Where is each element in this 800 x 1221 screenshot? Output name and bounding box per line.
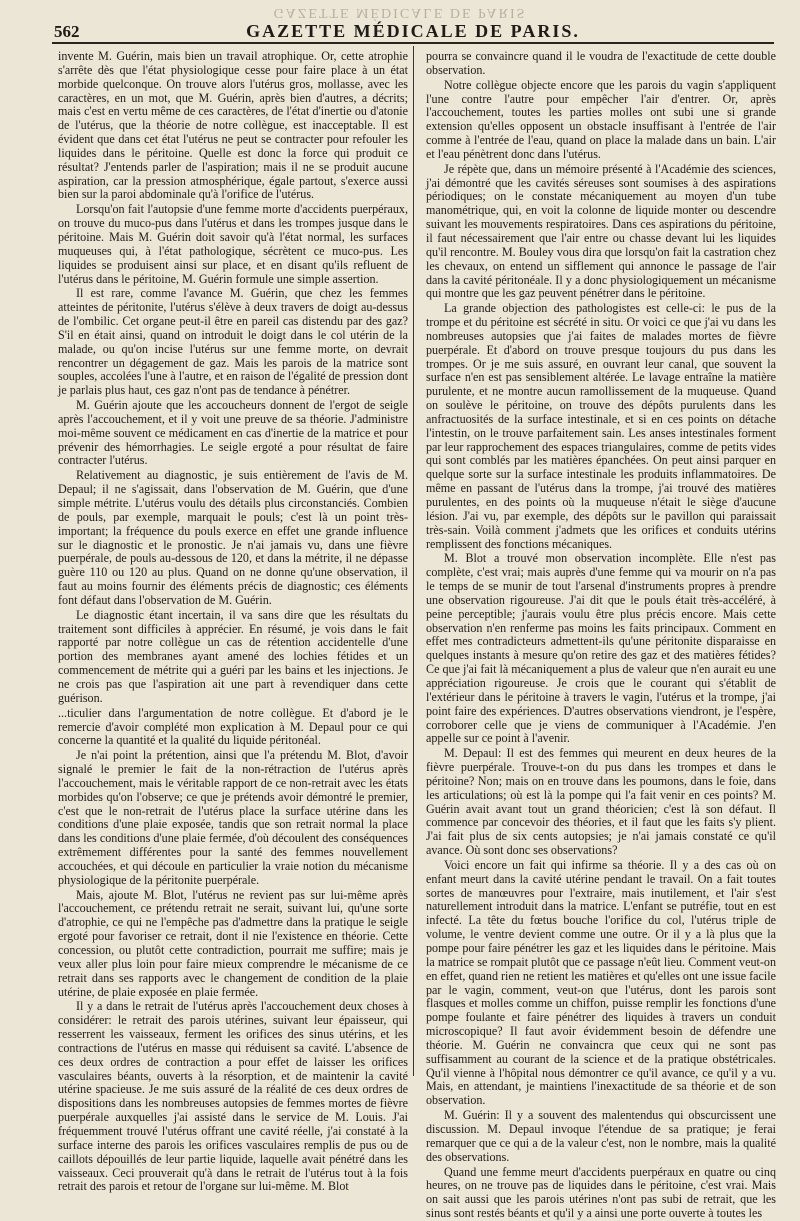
paragraph: pourra se convaincre quand il le voudra de l'exactitude de cette double observation. — [426, 49, 776, 77]
paragraph: ...ticulier dans l'argumentation de notre collègue. Et d'abord je le remercie d'avoir complété mon explication à M. Depaul pour ce qui concerne la quantité et la qualité du liquide péritonéal. — [58, 705, 408, 748]
paragraph: Quand une femme meurt d'accidents puerpéraux en quatre ou cinq heures, on ne trouve pas de liquides dans le péritoine, c'est vrai. Mais on sait aussi que les parois utérines n'ont pas subi de retrait, que les sinus sont restés béants et qu'il y a ainsi une porte ouverte à toutes les — [426, 1164, 776, 1221]
paragraph: Notre collègue objecte encore que les parois du vagin s'appliquent l'une contre l'autre pour empêcher l'air d'entrer. Or, après l'accouchement, toutes les parties molles ont subi une si grande extension qu'elles opposent un obstacle insuffisant à l'entrée de l'air comme à l'entrée de l'eau, quand on place la malade dans un bain. L'air et l'eau pénètrent donc dans l'utérus. — [426, 77, 776, 161]
paragraph: Voici encore un fait qui infirme sa théorie. Il y a des cas où on enfant meurt dans la cavité utérine pendant le travail. On a fait toutes sortes de manœuvres pour l'extraire, mais inutilement, et l'air s'est naturellement introduit dans la matrice. L'enfant se putréfie, tout en est infecté. La tête du fœtus bouche l'orifice du col, l'utérus triple de volume, le ventre devient comme une outre. Or il y a là plus que la pompe pour faire pénétrer les gaz et les liquides dans le péritoine. Mais la matrice se rompait plutôt que ce passage n'eût lieu. Comment veut-on en effet, quand rien ne retient les matières et qu'elles ont une issue facile par le vagin, comment, veut-on que l'utérus, dont les parois sont flasques et molles comme un chiffon, puisse remplir les fonctions d'une pompe foulante et faire pénétrer des liquides à travers un conduit microscopique? Il faut avoir évidemment besoin de défendre une théorie. M. Guérin ne convaincra que ceux qui ne sont pas suffisamment au courant de la science et de la pratique obstétricales. Qu'il vienne à l'hôpital nous démontrer ce qu'il avance, ce qu'il y a vu. Mais, en attendant, je maintiens l'inexactitude de sa théorie et de son observation. — [426, 857, 776, 1108]
mirrored-bleed-through-title: GAZETTE MÉDICALE DE PARIS — [273, 5, 527, 20]
page-header — [52, 20, 774, 44]
paragraph: M. Guérin ajoute que les accoucheurs donnent de l'ergot de seigle après l'accouchement, et il y voit une preuve de sa théorie. J'administre moi-même souvent ce médicament en cas d'inertie de la matrice et pour prévenir des hémorrhagies. Le seigle ergoté a pour résultat de faire contracter l'utérus. — [58, 398, 408, 468]
paragraph: M. Blot a trouvé mon observation incomplète. Elle n'est pas complète, c'est vrai; mais auprès d'une femme qui va mourir on n'a pas le temps de se munir de tout l'arsenal d'instruments propres à prendre une observation rigoureuse. J'ai dit que le pouls était très-accéléré, à peine perceptible; j'aurais voulu être plus précis encore. Mais cette observation n'en renferme pas moins les faits principaux. Comment en effet mes contradicteurs admettent-ils qu'une péritonite disparaisse en quelques instants à mesure qu'on retire des gaz et des matières fétides? Ce que j'ai fait là mécaniquement a plus de valeur que n'en aurait eu une appréciation rigoureuse. Je crois que le courant qui s'établit de l'extérieur dans le péritoine à travers le vagin, l'utérus et la trompe, j'ai point faire des expériences. D'autres observations viendront, je l'espère, corroborer celle que je viens de communiquer à l'Académie. J'en appelle sur ce point à l'avenir. — [426, 551, 776, 746]
paragraph: M. Depaul: Il est des femmes qui meurent en deux heures de la fièvre puerpérale. Trouve-t-on du pus dans les trompes et dans le péritoine? Non; mais on en trouve dans les poumons, dans le foie, dans les articulations; où est là la pompe qui l'a fait venir en ces points? M. Guérin avait avant tout un grand théoricien; c'est là son défaut. Il commence par concevoir des théories, et il faut que les faits s'y plient. J'ai fait plus de six cents autopsies; je n'ai jamais constaté ce qu'il avance. Où sont donc ses observations? — [426, 746, 776, 858]
paragraph: invente M. Guérin, mais bien un travail atrophique. Or, cette atrophie s'arrête dès que l'état physiologique cesse pour faire place à un état morbide quelconque. On trouve alors l'utérus gros, mollasse, avec les caractères, en un mot, que M. Guérin, après bien d'autres, a décrits; mais c'est en vertu même de ces caractères, de l'état d'inertie ou d'atonie de l'utérus, que la théorie de notre collègue, est inacceptable. Il est évident que dans cet état l'utérus ne peut se contracter pour refouler les liquides dans le péritoine. Quelle est donc la force qui produit ce résultat? J'entends parler de l'aspiration; mais il ne se produit aucune aspiration, car la pression atmosphérique, égale partout, s'exerce aussi bien sur la paroi abdominale qu'à l'orifice de l'utérus. — [58, 49, 408, 202]
paragraph: Je répète que, dans un mémoire présenté à l'Académie des sciences, j'ai démontré que les cavités séreuses sont soumises à des aspirations périodiques; on le constate mécaniquement au moyen d'un tube manométrique, qui, en voit la colonne de liquide monter ou descendre suivant les mouvements respiratoires. Dans ces aspirations du péritoine, il faut nécessairement que l'air entre ou chasse devant lui les liquides qu'il rencontre. M. Bouley vous dira que lorsqu'on fait la castration chez les chevaux, on entend un sifflement qui annonce le passage de l'air dans la cavité péritonéale. Il y a donc physiologiquement un mécanisme qui montre que les gaz peuvent pénétrer dans le péritoine. — [426, 161, 776, 301]
column-divider — [413, 46, 414, 1076]
paragraph: La grande objection des pathologistes est celle-ci: le pus de la trompe et du péritoine est sécrété in situ. Or voici ce que j'ai vu dans les nombreuses autopsies que j'ai faites de malades mortes de fièvre puerpérale. Et d'abord on trouve presque toujours du pus dans les trompes. Or je me suis assuré, en ouvrant leur canal, que souvent la surface n'en est pas sensiblement altérée. Le lavage entraîne la matière purulente, et ne montre aucun ramollissement de la muqueuse. Quand on soulève le péritoine, on trouve des dépôts purulents dans les anfractuosités de la surface intestinale, et si en ces points on détache l'intestin, on le trouve parfaitement sain. Les anses intestinales forment par leur rapprochement des espaces triangulaires, comme de petits vides qui sont comblés par les matières épanchées. On peut ainsi parquer en quelque sorte sur la surface intestinale les produits inflammatoires. De même en passant de l'utérus dans la trompe, j'ai trouvé des matières purulentes, en des points où la muqueuse n'était le siège d'aucune lésion. J'ai vu, par exemple, des dépôts sur le pavillon qui paraissait très-sain. Voilà comment j'admets que les orifices et conduits utérins remplissent des fonctions mécaniques. — [426, 301, 776, 551]
paragraph: Le diagnostic étant incertain, il va sans dire que les résultats du traitement sont difficiles à apprécier. En résumé, je vois dans le fait rapporté par notre collègue un cas de rétention accidentelle d'une portion des membranes ayant amené des lochies fétides et un commencement de métrite qui a guéri par les bains et les injections. Je ne crois pas que l'aspiration ait une part à revendiquer dans cette guérison. — [58, 607, 408, 705]
paragraph: Mais, ajoute M. Blot, l'utérus ne revient pas sur lui-même après l'accouchement, ce prétendu retrait ne serait, suivant lui, qu'une sorte d'atrophie, ce qui ne l'empêche pas d'admettre dans la pratique le seigle ergoté pour favoriser ce retrait, dont il nie l'existence en théorie. Cette concession, ou plutôt cette contradiction, pourrait me suffire; mais je veux aller plus loin pour faire mieux comprendre le mécanisme de ce retrait dans ses rapports avec le changement de condition de la plaie utérine, de plaie exposée en plaie fermée. — [58, 887, 408, 999]
journal-title: GAZETTE MÉDICALE DE PARIS. — [246, 21, 580, 41]
paragraph: Il y a dans le retrait de l'utérus après l'accouchement deux choses à considérer: le retrait des parois utérines, suivant leur épaisseur, qui resserrent les vaisseaux, ferment les orifices des sinus utérins, et les contractions de l'utérus en masse qui réduisent sa cavité. L'absence de ces deux ordres de contraction a pour effet de laisser les orifices vasculaires béants, ouverts à la résorption, et de maintenir la cavité utérine spacieuse. Je me suis assuré de la réalité de ces deux ordres de dispositions dans les nombreuses autopsies de femmes mortes de fièvre puerpérale auxquelles j'ai assisté dans le service de M. Louis. J'ai fréquemment trouvé l'utérus offrant une cavité réelle, j'ai constaté à la surface interne des parois les orifices vasculaires remplis de pus ou de caillots dépouillés de leur partie liquide, laquelle avait pénétré dans les vaisseaux. Ceci prouverait qu'à dans le retrait de l'utérus tout à la fois retrait des parois et retour de l'organe sur lui-même. M. Blot — [58, 999, 408, 1194]
paragraph: Je n'ai point la prétention, ainsi que l'a prétendu M. Blot, d'avoir signalé le premier le fait de la non-rétraction de l'utérus après l'accouchement, mais le véritable rapport de ce non-retrait avec les états morbides qu'on l'observe; ce que je prétends avoir démontré le premier, c'est que le non-retrait de l'utérus place la surface utérine dans les conditions d'une plaie exposée, tandis que son retrait normal la place dans les conditions d'une plaie fermée, d'où découlent des conséquences extrêmement différentes pour la santé des femmes nouvellement accouchées, et qui découle en particulier la vraie notion du mécanisme physiologique de la péritonite puerpérale. — [58, 748, 408, 887]
paragraph: Lorsqu'on fait l'autopsie d'une femme morte d'accidents puerpéraux, on trouve du muco-pus dans l'utérus et dans les trompes jusque dans le péritoine. Mais M. Guérin doit savoir qu'à l'état normal, les surfaces muqueuses qui, à l'état pathologique, sécrètent ce muco-pus. Les liquides se produisent ainsi sur place, et en disant qu'ils refluent de l'utérus dans le péritoine, M. Guérin formule une simple assertion. — [58, 202, 408, 286]
paragraph: M. Guérin: Il y a souvent des malentendus qui obscurcissent une discussion. M. Depaul invoque l'étendue de sa pratique; je ferai remarquer que ce qui a de la valeur c'est, non le nombre, mais la qualité des observations. — [426, 1108, 776, 1164]
page-number: 562 — [54, 22, 80, 41]
paragraph: Relativement au diagnostic, je suis entièrement de l'avis de M. Depaul; il ne s'agissait, dans l'observation de M. Guérin, que d'une simple métrite. L'utérus voulu des détails plus circonstanciés. Combien de pouls, par exemple, marquait le pouls; c'est là un point très-important; la fréquence du pouls exerce en effet une grande influence sur le diagnostic et le pronostic. Je n'ai jamais vu, dans une fièvre puerpérale, de pouls au-dessous de 120, et dans la métrite, il ne dépasse guère 110 ou 120 au plus. Quand on ne donne qu'une observation, il faut au moins fournir des éléments précis de diagnostic; ces éléments font défaut dans l'observation de M. Guérin. — [58, 468, 408, 607]
left-column — [58, 49, 408, 1194]
paragraph: Il est rare, comme l'avance M. Guérin, que chez les femmes atteintes de péritonite, l'utérus s'élève à deux travers de doigt au-dessus de l'ombilic. Cet organe peut-il être en pareil cas distendu par des gaz? S'il en était ainsi, quand on introduit le doigt dans le col utérin de la malade, ou qu'on incise l'utérus sur une femme morte, on devrait rencontrer un dégagement de gaz. Mais les parois de la matrice sont souples, accolées l'une à l'autre, et en raison de l'égalité de pression dont je parlais plus haut, ces gaz n'ont pas de tendance à pénétrer. — [58, 286, 408, 398]
right-column — [426, 49, 776, 1221]
